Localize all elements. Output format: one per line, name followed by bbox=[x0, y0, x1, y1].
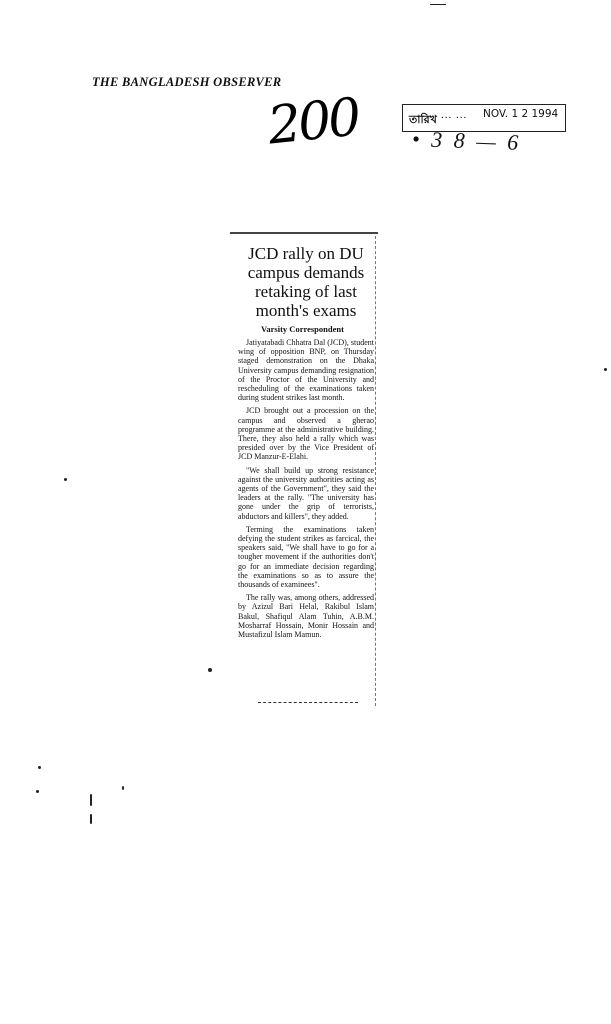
scan-speck bbox=[36, 790, 39, 793]
article-byline: Varsity Correspondent bbox=[261, 324, 344, 334]
scan-speck bbox=[90, 794, 92, 806]
article-end-rule bbox=[258, 702, 358, 703]
article-paragraph: JCD brought out a procession on the campus and observed a gherao programme at the administrative building. There, they also held a rally which was presided over by the Vice President of JCD Manzur-E-Elahi. bbox=[238, 406, 374, 462]
date-value: NOV. 1 2 1994 bbox=[483, 108, 559, 120]
article-headline: JCD rally on DU campus demands retaking of last month's exams bbox=[247, 244, 365, 320]
scan-speck bbox=[430, 4, 446, 5]
clipping-top-border bbox=[230, 232, 378, 240]
handwritten-code: • 3 8 — 6 bbox=[411, 126, 522, 155]
article-paragraph: The rally was, among others, addressed by Azizul Bari Helal, Rakibul Islam Bakul, Shafiqul Alam Tuhin, A.B.M. Mosharraf Hossain, Monir Hossain and Mustafizul Islam Mamun. bbox=[238, 593, 374, 640]
date-dots: ... ... bbox=[441, 109, 468, 121]
scan-speck bbox=[604, 368, 607, 371]
scan-speck bbox=[122, 786, 124, 790]
scan-speck bbox=[64, 478, 67, 481]
masthead: THE BANGLADESH OBSERVER bbox=[92, 75, 282, 89]
article-paragraph: Jatiyatabadi Chhatra Dal (JCD), student wing of opposition BNP, on Thursday staged demonstration on the Dhaka University campus demanding resignation of the Proctor of the University and rescheduling of the examinations taken during student strikes last month. bbox=[238, 338, 374, 403]
article-paragraph: "We shall build up strong resistance against the university authorities acting as agents of the Government", they said the leaders at the rally. "The university has gone under the grip of terrorists, abductors and killers", they added. bbox=[238, 465, 374, 521]
scan-speck bbox=[38, 766, 41, 769]
scan-speck bbox=[90, 814, 92, 824]
news-clipping bbox=[230, 232, 380, 712]
handwritten-number: 200 bbox=[265, 87, 362, 157]
scan-speck bbox=[208, 668, 212, 672]
article-paragraph: Terming the examinations taken defying the student strikes as farcical, the speakers said, "We shall have to go for a tougher movement if the authorities don't go for an immediate decision regarding the examinations so as to assure the thousands of examinees". bbox=[238, 524, 374, 590]
date-label: তারিখ bbox=[409, 114, 437, 126]
article-body bbox=[238, 338, 374, 643]
